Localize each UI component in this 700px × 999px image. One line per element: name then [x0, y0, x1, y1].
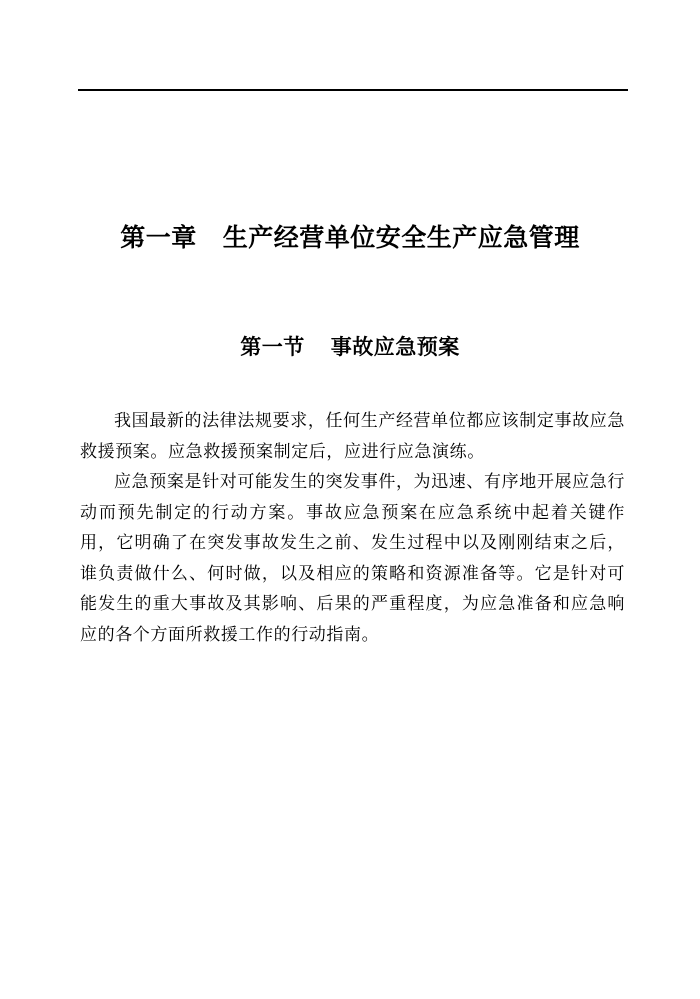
section-title	[0, 330, 700, 364]
section-name: 事故应急预案	[330, 335, 460, 359]
paragraph-1: 我国最新的法律法规要求，任何生产经营单位都应该制定事故应急救援预案。应急救援预案制定后，应进行应急演练。	[80, 411, 625, 462]
body-text	[80, 406, 625, 650]
section-label: 第一节	[240, 335, 305, 359]
chapter-label: 第一章	[120, 223, 197, 252]
header-rule	[78, 89, 628, 91]
paragraph-2: 应急预案是针对可能发生的突发事件，为迅速、有序地开展应急行动而预先制定的行动方案。事故应急预案在应急系统中起着关键作用，它明确了在突发事故发生之前、发生过程中以及刚刚结束之后，谁负责做什么、何时做，以及相应的策略和资源准备等。它是针对可能发生的重大事故及其影响、后果的严重程度，为应急准备和应急响应的各个方面所救援工作的行动指南。	[80, 472, 625, 645]
chapter-title	[0, 218, 700, 258]
chapter-name: 生产经营单位安全生产应急管理	[222, 223, 580, 252]
